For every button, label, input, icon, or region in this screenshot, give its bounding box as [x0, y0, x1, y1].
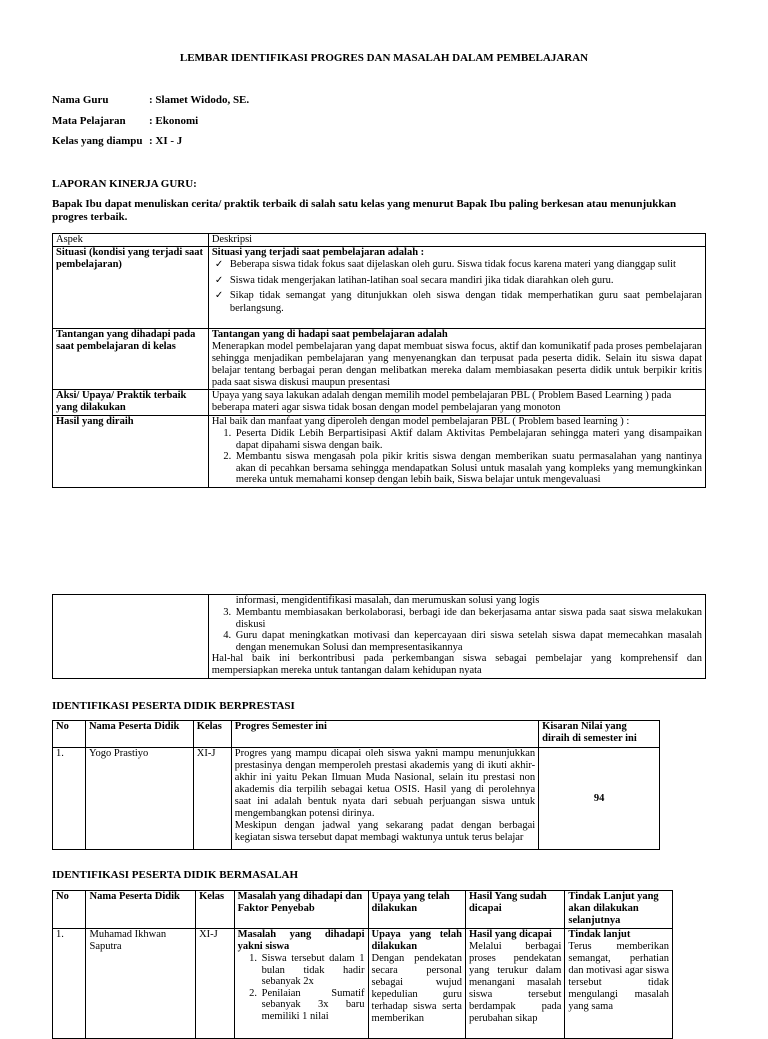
header-aspek: Aspek — [53, 234, 209, 247]
cell-nama: Muhamad Ikhwan Saputra — [86, 929, 196, 1039]
row-tantangan — [53, 329, 706, 390]
desc-aksi: Upaya yang saya lakukan adalah dengan memilih model pembelajaran PBL ( Problem Based Learning ) pada beberapa materi agar siswa tidak bosan dengan model pembelajaran yang monoton — [208, 390, 705, 416]
report-heading: LAPORAN KINERJA GURU: — [52, 178, 197, 190]
list-item: 2. Membantu siswa mengasah pola pikir kritis siswa dengan memberikan suatu permasalahan yang nantinya akan di pecahkan bersama sehingga mendapatkan Solusi untuk masalah yang kompleks yang memungkinkan mereka untuk memahami konsep dengan lebih baik, Siswa belajar untuk mengevaluasi — [234, 451, 702, 486]
desc-tantangan — [208, 329, 705, 390]
value-mata-pelajaran: : Ekonomi — [149, 114, 199, 127]
header-kelas: Kelas — [196, 891, 235, 929]
label-hasil: Hasil yang diraih — [53, 416, 209, 488]
header-nama: Nama Peserta Didik — [85, 721, 193, 748]
situasi-title: Situasi yang terjadi saat pembelajaran adalah : — [211, 247, 425, 258]
cell-kelas: XI-J — [196, 929, 235, 1039]
cell-tindak-lanjut: Tindak lanjut Terus memberikan semangat, perhatian dan motivasi agar siswa tersebut tidak mengulangi masalah yang sama — [565, 929, 673, 1039]
hasil-closing: Hal-hal baik ini berkontribusi pada perkembangan siswa sebagai pembelajar yang komprehensif dan mempersiapkan mereka untuk tantangan dalam kehidupan nyata — [211, 653, 702, 677]
kinerja-table-continued — [52, 594, 706, 679]
cell-kelas: XI-J — [193, 748, 231, 850]
header-upaya: Upaya yang telah dilakukan — [368, 891, 465, 929]
berprestasi-heading: IDENTIFIKASI PESERTA DIDIK BERPRESTASI — [52, 700, 295, 712]
cell-upaya: Upaya yang telah dilakukan Dengan pendekatan secara personal sebagai wujud kepedulian guru terhadap siswa serta memberikan — [368, 929, 465, 1039]
document-title: LEMBAR IDENTIFIKASI PROGRES DAN MASALAH DALAM PEMBELAJARAN — [179, 52, 589, 64]
list-item: ✓ Siswa tidak mengerjakan latihan-latihan soal secara mandiri jika tidak diarahkan oleh guru. — [214, 274, 614, 286]
check-mark-icon: ✓ — [214, 290, 224, 301]
row-situasi — [53, 247, 706, 329]
desc-hasil-continued — [208, 595, 705, 679]
situasi-list — [212, 259, 702, 315]
berprestasi-header-row — [53, 721, 660, 748]
cell-hasil: Hasil yang dicapai Melalui berbagai proses pendekatan yang terukur dalam menangani masalah siswa tersebut berdampak pada perubahan sikap — [465, 929, 564, 1039]
desc-hasil — [208, 416, 705, 488]
list-item: 4. Guru dapat meningkatkan motivasi dan kepercayaan diri siswa setelah siswa dapat memecahkan masalah dengan menemukan Solusi dan mempresentasikannya — [234, 630, 702, 653]
row-hasil-continued — [53, 595, 706, 679]
header-deskripsi: Deskripsi — [208, 234, 705, 247]
report-intro: Bapak Ibu dapat menuliskan cerita/ praktik terbaik di salah satu kelas yang menurut Bapak Ibu paling berkesan atau menunjukkan progres terbaik. — [52, 198, 677, 223]
value-kelas-diampu: : XI - J — [149, 135, 183, 147]
kinerja-table — [52, 233, 706, 488]
tantangan-text: Menerapkan model pembelajaran yang dapat membuat siswa focus, aktif dan komunikatif pada proses pembelajaran sehingga menjadikan pembelajaran yang menyenangkan dan terpusat pada peserta didik. Selain itu siswa dapat belajar tentang berbagai peran dengan melibatkan mereka dalam membiasakan peserta didik untuk berpikir kritis pada saat siswa diskusi maupun presentasi — [211, 341, 702, 388]
hasil-intro: Hal baik dan manfaat yang diperoleh dengan model pembelajaran PBL ( Problem based learning ) : — [211, 416, 630, 427]
label-nama-guru: Nama Guru — [52, 94, 109, 106]
cell-masalah: Masalah yang dihadapi yakni siswa 1. Siswa tersebut dalam 1 bulan tidak hadir sebanyak 2x 2. Penilaian Sumatif sebanyak 3x baru memiliki 1 nilai — [234, 929, 368, 1039]
table-row — [53, 929, 673, 1039]
table-row — [53, 748, 660, 850]
label-aksi: Aksi/ Upaya/ Praktik terbaik yang dilakukan — [53, 390, 209, 416]
list-item: ✓ Beberapa siswa tidak fokus saat dijelaskan oleh guru. Siswa tidak focus karena materi yang dianggap sulit — [214, 259, 676, 270]
bermasalah-table — [52, 890, 673, 1039]
value-nama-guru: : Slamet Widodo, SE. — [149, 94, 250, 106]
row-aksi — [53, 390, 706, 416]
label-kelas-diampu: Kelas yang diampu — [52, 135, 143, 147]
identity-block — [52, 94, 452, 156]
berprestasi-table — [52, 720, 660, 850]
kinerja-header-row — [53, 234, 706, 247]
desc-situasi — [208, 247, 705, 329]
row-hasil — [53, 416, 706, 488]
list-item: 1. Siswa tersebut dalam 1 bulan tidak hadir sebanyak 2x — [260, 953, 365, 988]
cell-nama: Yogo Prastiyo — [85, 748, 193, 850]
header-masalah: Masalah yang dihadapi dan Faktor Penyebab — [234, 891, 368, 929]
label-situasi: Situasi (kondisi yang terjadi saat pembelajaran) — [53, 247, 209, 329]
hasil-continued-text: informasi, mengidentifikasi masalah, dan merumuskan solusi yang logis — [235, 595, 540, 606]
label-empty — [53, 595, 209, 679]
list-item: 1. Peserta Didik Lebih Berpartisipasi Aktif dalam Aktivitas Pembelajaran sehingga materi yang disampaikan dapat dipahami siswa dengan baik. — [234, 428, 702, 451]
header-hasil: Hasil Yang sudah dicapai — [465, 891, 564, 929]
header-nama: Nama Peserta Didik — [86, 891, 196, 929]
check-mark-icon: ✓ — [214, 259, 224, 270]
list-item: 2. Penilaian Sumatif sebanyak 3x baru memiliki 1 nilai — [260, 988, 365, 1023]
header-no: No — [53, 721, 86, 748]
header-nilai: Kisaran Nilai yang diraih di semester ini — [539, 721, 660, 748]
masalah-list — [238, 953, 365, 1023]
cell-no: 1. — [53, 748, 86, 850]
tantangan-title: Tantangan yang di hadapi saat pembelajaran adalah — [211, 329, 448, 340]
header-tindak-lanjut: Tindak Lanjut yang akan dilakukan selanjutnya — [565, 891, 673, 929]
label-tantangan: Tantangan yang dihadapi pada saat pembelajaran di kelas — [53, 329, 209, 390]
hasil-list-page2 — [212, 607, 702, 653]
cell-no: 1. — [53, 929, 86, 1039]
cell-progres: Progres yang mampu dicapai oleh siswa yakni mampu menunjukkan prestasinya dengan memperoleh prestasi akademis yang di ikuti akhir-akhir ini yaitu Pekan Ilmuan Muda Nasional, selain itu prestasi non akademis dia terpilih sebagai ketua OSIS. Hasil yang di perolehnya saat ini adalah bentuk nyata dari sebuah perjuangan siswa untuk mengembangkan potensi dirinya. Meskipun dengan jadwal yang sekarang padat dengan berbagai kegiatan siswa tersebut dapat membagi waktunya untuk terus belajar — [231, 748, 538, 850]
bermasalah-heading: IDENTIFIKASI PESERTA DIDIK BERMASALAH — [52, 869, 299, 881]
header-kelas: Kelas — [193, 721, 231, 748]
label-mata-pelajaran: Mata Pelajaran — [52, 114, 126, 127]
bermasalah-header-row — [53, 891, 673, 929]
header-no: No — [53, 891, 86, 929]
header-progres: Progres Semester ini — [231, 721, 538, 748]
hasil-list-page1 — [212, 428, 702, 486]
check-mark-icon: ✓ — [214, 274, 224, 286]
list-item: ✓ Sikap tidak semangat yang ditunjukkan oleh siswa dengan tidak memperhatikan guru saat pembelajaran berlangsung. — [214, 290, 702, 314]
cell-nilai: 94 — [539, 748, 660, 850]
list-item: 3. Membantu membiasakan berkolaborasi, berbagi ide dan bekerjasama antar siswa pada saat siswa melakukan diskusi — [234, 607, 702, 630]
